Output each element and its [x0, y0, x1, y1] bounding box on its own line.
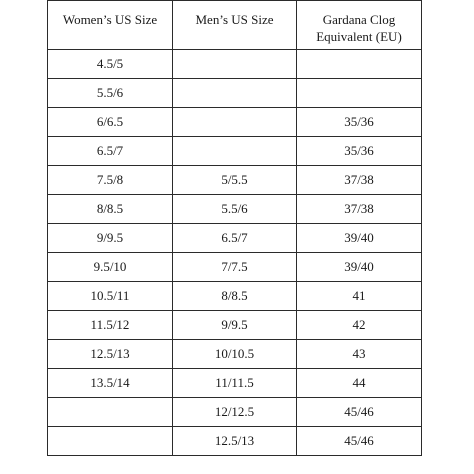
womens-us-size-cell: 9.5/10: [48, 253, 173, 282]
mens-us-size-cell: 5/5.5: [173, 166, 297, 195]
womens-us-size-cell: 8/8.5: [48, 195, 173, 224]
size-chart-table: [47, 0, 422, 456]
header-gardana-clog-eu: Gardana Clog Equivalent (EU): [297, 1, 422, 50]
mens-us-size-cell: [173, 108, 297, 137]
table-row: [48, 369, 422, 398]
womens-us-size-cell: 9/9.5: [48, 224, 173, 253]
mens-us-size-cell: 10/10.5: [173, 340, 297, 369]
eu-size-cell: 44: [297, 369, 422, 398]
table-row: [48, 282, 422, 311]
womens-us-size-cell: 11.5/12: [48, 311, 173, 340]
table-body: [48, 50, 422, 456]
womens-us-size-cell: 13.5/14: [48, 369, 173, 398]
eu-size-cell: [297, 50, 422, 79]
mens-us-size-cell: [173, 79, 297, 108]
header-mens-us-size: Men’s US Size: [173, 1, 297, 50]
table-row: [48, 166, 422, 195]
table-row: [48, 108, 422, 137]
mens-us-size-cell: 12/12.5: [173, 398, 297, 427]
eu-size-cell: 37/38: [297, 166, 422, 195]
womens-us-size-cell: [48, 398, 173, 427]
womens-us-size-cell: 6/6.5: [48, 108, 173, 137]
womens-us-size-cell: 7.5/8: [48, 166, 173, 195]
womens-us-size-cell: 4.5/5: [48, 50, 173, 79]
womens-us-size-cell: [48, 427, 173, 456]
eu-size-cell: 35/36: [297, 108, 422, 137]
mens-us-size-cell: [173, 50, 297, 79]
mens-us-size-cell: 7/7.5: [173, 253, 297, 282]
table-row: [48, 253, 422, 282]
table-row: [48, 79, 422, 108]
eu-size-cell: [297, 79, 422, 108]
mens-us-size-cell: 5.5/6: [173, 195, 297, 224]
table-row: [48, 427, 422, 456]
table-row: [48, 398, 422, 427]
womens-us-size-cell: 6.5/7: [48, 137, 173, 166]
womens-us-size-cell: 10.5/11: [48, 282, 173, 311]
mens-us-size-cell: 8/8.5: [173, 282, 297, 311]
mens-us-size-cell: 6.5/7: [173, 224, 297, 253]
eu-size-cell: 37/38: [297, 195, 422, 224]
womens-us-size-cell: 5.5/6: [48, 79, 173, 108]
table-row: [48, 50, 422, 79]
table-row: [48, 137, 422, 166]
mens-us-size-cell: [173, 137, 297, 166]
eu-size-cell: 39/40: [297, 224, 422, 253]
eu-size-cell: 35/36: [297, 137, 422, 166]
eu-size-cell: 45/46: [297, 427, 422, 456]
mens-us-size-cell: 12.5/13: [173, 427, 297, 456]
table-row: [48, 224, 422, 253]
eu-size-cell: 45/46: [297, 398, 422, 427]
eu-size-cell: 42: [297, 311, 422, 340]
womens-us-size-cell: 12.5/13: [48, 340, 173, 369]
mens-us-size-cell: 9/9.5: [173, 311, 297, 340]
table-row: [48, 195, 422, 224]
mens-us-size-cell: 11/11.5: [173, 369, 297, 398]
table-row: [48, 340, 422, 369]
table-row: [48, 311, 422, 340]
table-header: [48, 1, 422, 50]
header-row: [48, 1, 422, 50]
header-womens-us-size: Women’s US Size: [48, 1, 173, 50]
eu-size-cell: 39/40: [297, 253, 422, 282]
eu-size-cell: 43: [297, 340, 422, 369]
eu-size-cell: 41: [297, 282, 422, 311]
